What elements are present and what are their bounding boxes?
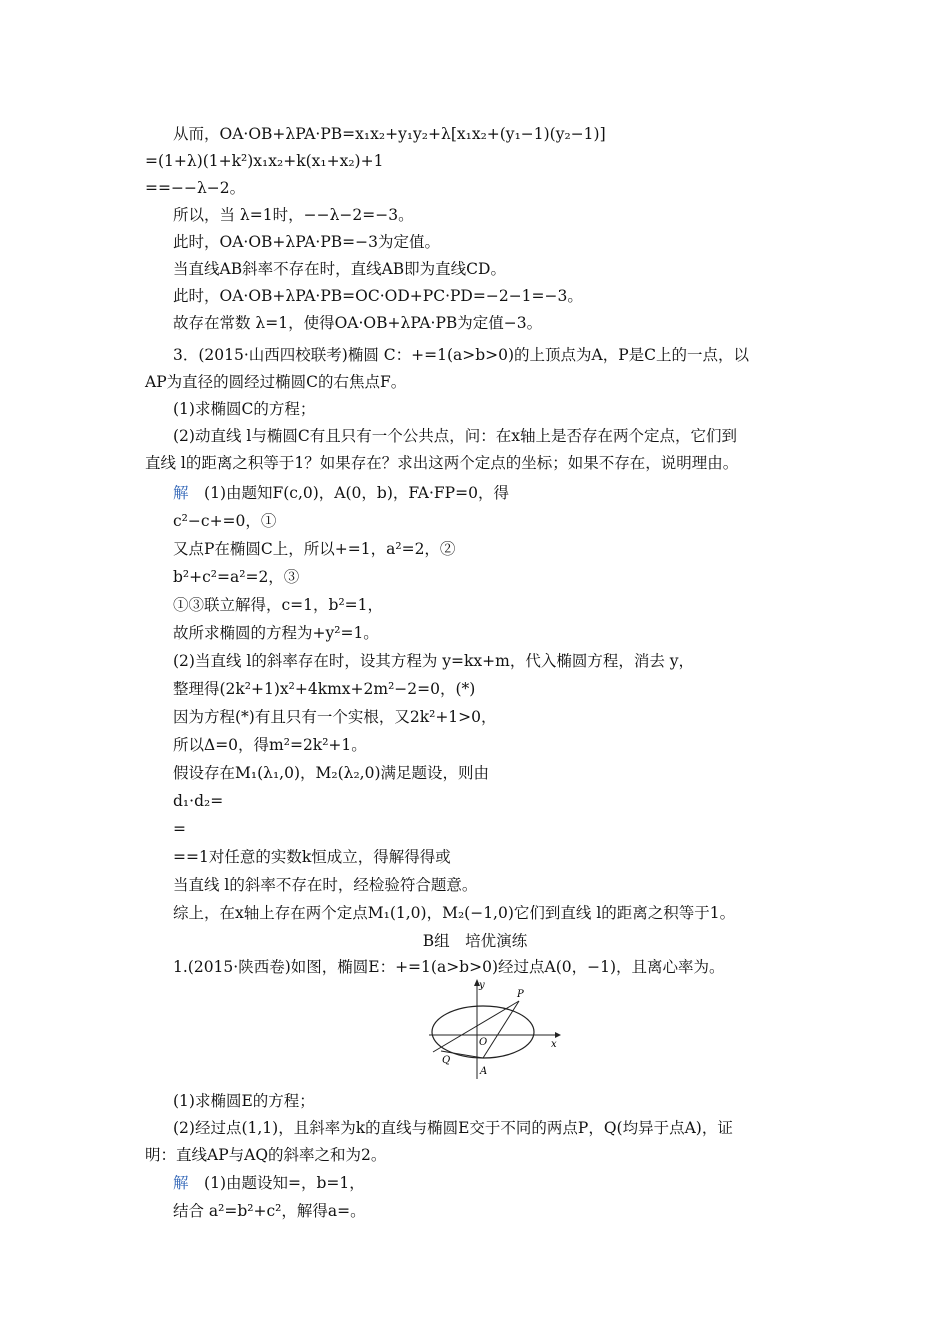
text-line: 直线 l的距离之积等于1？如果存在？求出这两个定点的坐标；如果不存在，说明理由。 (145, 454, 739, 472)
text-line: 当直线AB斜率不存在时，直线AB即为直线CD。 (173, 260, 506, 278)
problem-1: 1.(2015·陕西卷)如图，椭圆E：+=1(a>b>0)经过点A(0，−1)，且离心率为。 (173, 958, 725, 976)
text-line: ==1对任意的实数k恒成立，得解得得或 (173, 848, 451, 866)
text-line: ==−−λ−2。 (145, 179, 246, 197)
text-line: 综上，在x轴上存在两个定点M₁(1,0)，M₂(−1,0)它们到直线 l的距离之积等于1。 (173, 904, 736, 922)
text-line: c²−c+=0，① (173, 512, 277, 530)
figure-label: y (479, 980, 485, 991)
solution-line (173, 482, 509, 504)
text-line: (1)由题设知=，b=1， (204, 1174, 365, 1192)
figure-label: O (479, 1037, 488, 1048)
text-line: 结合 a²=b²+c²，解得a=。 (173, 1202, 366, 1220)
figure-label: Q (442, 1055, 451, 1066)
text-line: 此时，OA·OB+λPA·PB=−3为定值。 (173, 233, 441, 251)
figure-label: x (551, 1039, 557, 1050)
text-line: 明：直线AP与AQ的斜率之和为2。 (145, 1146, 387, 1164)
text-line: 又点P在椭圆C上，所以+=1，a²=2，② (173, 540, 456, 558)
question-2: (2)经过点(1,1)，且斜率为k的直线与椭圆E交于不同的两点P，Q(均异于点A)，证 (173, 1119, 733, 1137)
text-line: ①③联立解得，c=1，b²=1， (173, 596, 384, 614)
ellipse-figure (427, 975, 563, 1083)
text-line: 整理得(2k²+1)x²+4kmx+2m²−2=0，(*) (173, 680, 476, 698)
solution-line (173, 1172, 365, 1194)
text-line: 此时，OA·OB+λPA·PB=OC·OD+PC·PD=−2−1=−3。 (173, 287, 583, 305)
text-line: 所以Δ=0，得m²=2k²+1。 (173, 736, 367, 754)
text-line: 故存在常数 λ=1，使得OA·OB+λPA·PB为定值−3。 (173, 314, 543, 332)
text-line: = (173, 820, 186, 838)
question-1: (1)求椭圆C的方程； (173, 400, 316, 418)
text-line: 从而，OA·OB+λPA·PB=x₁x₂+y₁y₂+λ[x₁x₂+(y₁−1)(y₂−1)] (173, 125, 606, 143)
text-line: (2)当直线 l的斜率存在时，设其方程为 y=kx+m，代入椭圆方程，消去 y， (173, 652, 695, 670)
question-2: (2)动直线 l与椭圆C有且只有一个公共点，问：在x轴上是否存在两个定点，它们到 (173, 427, 737, 445)
section-heading: B组 培优演练 (422, 932, 528, 950)
text-line: 当直线 l的斜率不存在时，经检验符合题意。 (173, 876, 478, 894)
text-line: (1)由题知F(c,0)，A(0，b)，FA·FP=0，得 (204, 484, 509, 502)
text-line: b²+c²=a²=2，③ (173, 568, 300, 586)
text-line: 所以，当 λ=1时，−−λ−2=−3。 (173, 206, 414, 224)
text-line: 故所求椭圆的方程为+y²=1。 (173, 624, 379, 642)
text-line: AP为直径的圆经过椭圆C的右焦点F。 (145, 373, 407, 391)
question-1: (1)求椭圆E的方程； (173, 1092, 315, 1110)
problem-3: 3．(2015·山西四校联考)椭圆 C：+=1(a>b>0)的上顶点为A，P是C上的一点，以 (173, 346, 750, 364)
text-line: 因为方程(*)有且只有一个实根，又2k²+1>0， (173, 708, 497, 726)
text-line: 假设存在M₁(λ₁,0)，M₂(λ₂,0)满足题设，则由 (173, 764, 490, 782)
solution-label: 解 (173, 484, 189, 502)
text-line: d₁·d₂= (173, 792, 224, 810)
text-line: =(1+λ)(1+k²)x₁x₂+k(x₁+x₂)+1 (145, 152, 384, 170)
figure-label: P (517, 989, 524, 1000)
figure-label: A (480, 1066, 488, 1077)
solution-label: 解 (173, 1174, 189, 1192)
